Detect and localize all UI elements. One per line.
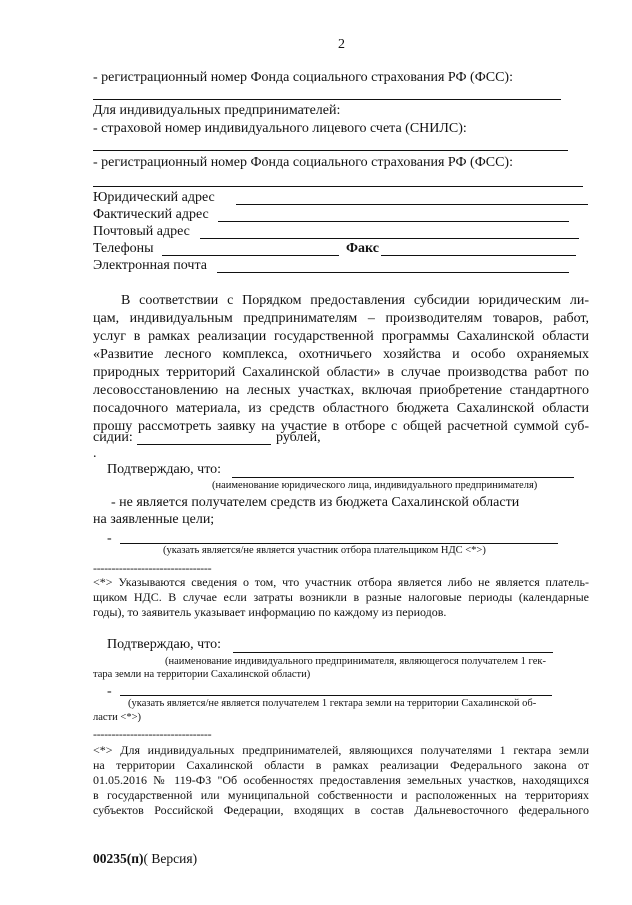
phones-line [162,255,339,256]
confirm1-statement-line-1: - не является получателем средств из бюджета Сахалинской области [111,495,520,510]
confirm1-line [232,477,574,478]
confirm2-label: Подтверждаю, что: [107,637,222,652]
snils-fill-line [93,150,568,151]
email-line [217,272,569,273]
separator-1: -------------------------------- [93,561,212,575]
confirm1-statement-line-2: на заявленные цели; [93,512,215,527]
fss-top-fill-line [93,99,561,100]
confirm2-dash: - [107,684,112,699]
footnote1-line-1: <*> Указываются сведения о том, что участник отбора является либо не является платель- [93,575,589,589]
confirm2-hectare-hint-line-1: (указать является/не является получателем 1 гектара земли на территории Сахалинской об- [128,698,537,709]
subsidy-suffix: рублей, [276,430,321,445]
footnote2-line-5: субъектов Российской Федерации, входящих в состав Дальневосточного федерального [93,803,589,817]
legal-address-label: Юридический адрес [93,190,215,205]
confirm2-hectare-hint-line-2: ласти <*>) [93,712,141,723]
footnote2-line-2: на территории Сахалинской области в рамках реализации Федерального закона от [93,758,589,772]
actual-address-label: Фактический адрес [93,207,209,222]
footer [93,851,197,867]
fss-ip-label: - регистрационный номер Фонда социального страхования РФ (ФСС): [93,155,513,170]
ip-header: Для индивидуальных предпринимателей: [93,103,341,118]
confirm1-vat-hint: (указать является/не является участник отбора плательщиком НДС <*>) [163,545,486,556]
main-paragraph-line-3: услуг в рамках реализации государственной программы Сахалинской области [93,329,589,344]
footnote2-line-4: в государственной или муниципальной собственности и расположенных на территориях [93,788,589,802]
main-paragraph-line-5: природных территорий Сахалинской области» в случае производства работ по [93,365,589,380]
footnote1-line-3: годы), то заявитель указывает информацию по каждому из периодов. [93,605,447,619]
main-paragraph-line-1: В соответствии с Порядком предоставления субсидии юридическим ли- [121,293,589,308]
confirm2-line [233,652,553,653]
phones-label: Телефоны [93,241,154,256]
main-paragraph-line-4: «Развитие лесного комплекса, охотничьего хозяйства и особо охраняемых [93,347,589,362]
legal-address-line [236,204,588,205]
footnote2-line-3: 01.05.2016 № 119-ФЗ "Об особенностях предоставления земельных участков, находящихся [93,773,589,787]
confirm1-hint: (наименование юридического лица, индивидуального предпринимателя) [212,480,538,491]
stray-dot: . [93,446,97,461]
postal-address-label: Почтовый адрес [93,224,190,239]
main-paragraph-line-8: прошу рассмотреть заявку на участие в отборе с общей расчетной суммой суб- [93,419,589,434]
confirm1-label: Подтверждаю, что: [107,462,222,477]
footnote2-line-1: <*> Для индивидуальных предпринимателей, являющихся получателями 1 гектара земли [93,743,589,757]
fss-ip-fill-line [93,186,583,187]
postal-address-line [200,238,579,239]
confirm1-vat-line [120,543,558,544]
footnote1-line-2: щиком НДС. В случае если затраты возникли в разные налоговые периоды (календарные [93,590,589,604]
page-number: 2 [338,37,345,52]
separator-2: -------------------------------- [93,727,212,741]
fax-line [381,255,576,256]
fax-label: Факс [346,241,379,256]
actual-address-line [218,221,569,222]
main-paragraph-line-6: лесовосстановлению на лесных участках, включая приобретение стандартного [93,383,589,398]
fss-top-label: - регистрационный номер Фонда социального страхования РФ (ФСС): [93,70,513,85]
subsidy-prefix: сидии: [93,430,133,445]
main-paragraph-line-2: цам, индивидуальным предпринимателям – производителям товаров, работ, [93,311,589,326]
confirm1-dash: - [107,531,112,546]
confirm2-hectare-line [120,695,552,696]
subsidy-amount-line [137,444,271,445]
confirm2-hint-line-1: (наименование индивидуального предпринимателя, являющегося получателем 1 гек- [165,656,546,667]
confirm2-hint-line-2: тара земли на территории Сахалинской области) [93,669,311,680]
snils-label: - страховой номер индивидуального лицевого счета (СНИЛС): [93,121,467,136]
email-label: Электронная почта [93,258,207,273]
footer-code: 00235(п) [93,851,144,866]
footer-version: ( Версия) [143,851,198,866]
main-paragraph-line-7: посадочного материала, из средств областного бюджета Сахалинской области [93,401,589,416]
